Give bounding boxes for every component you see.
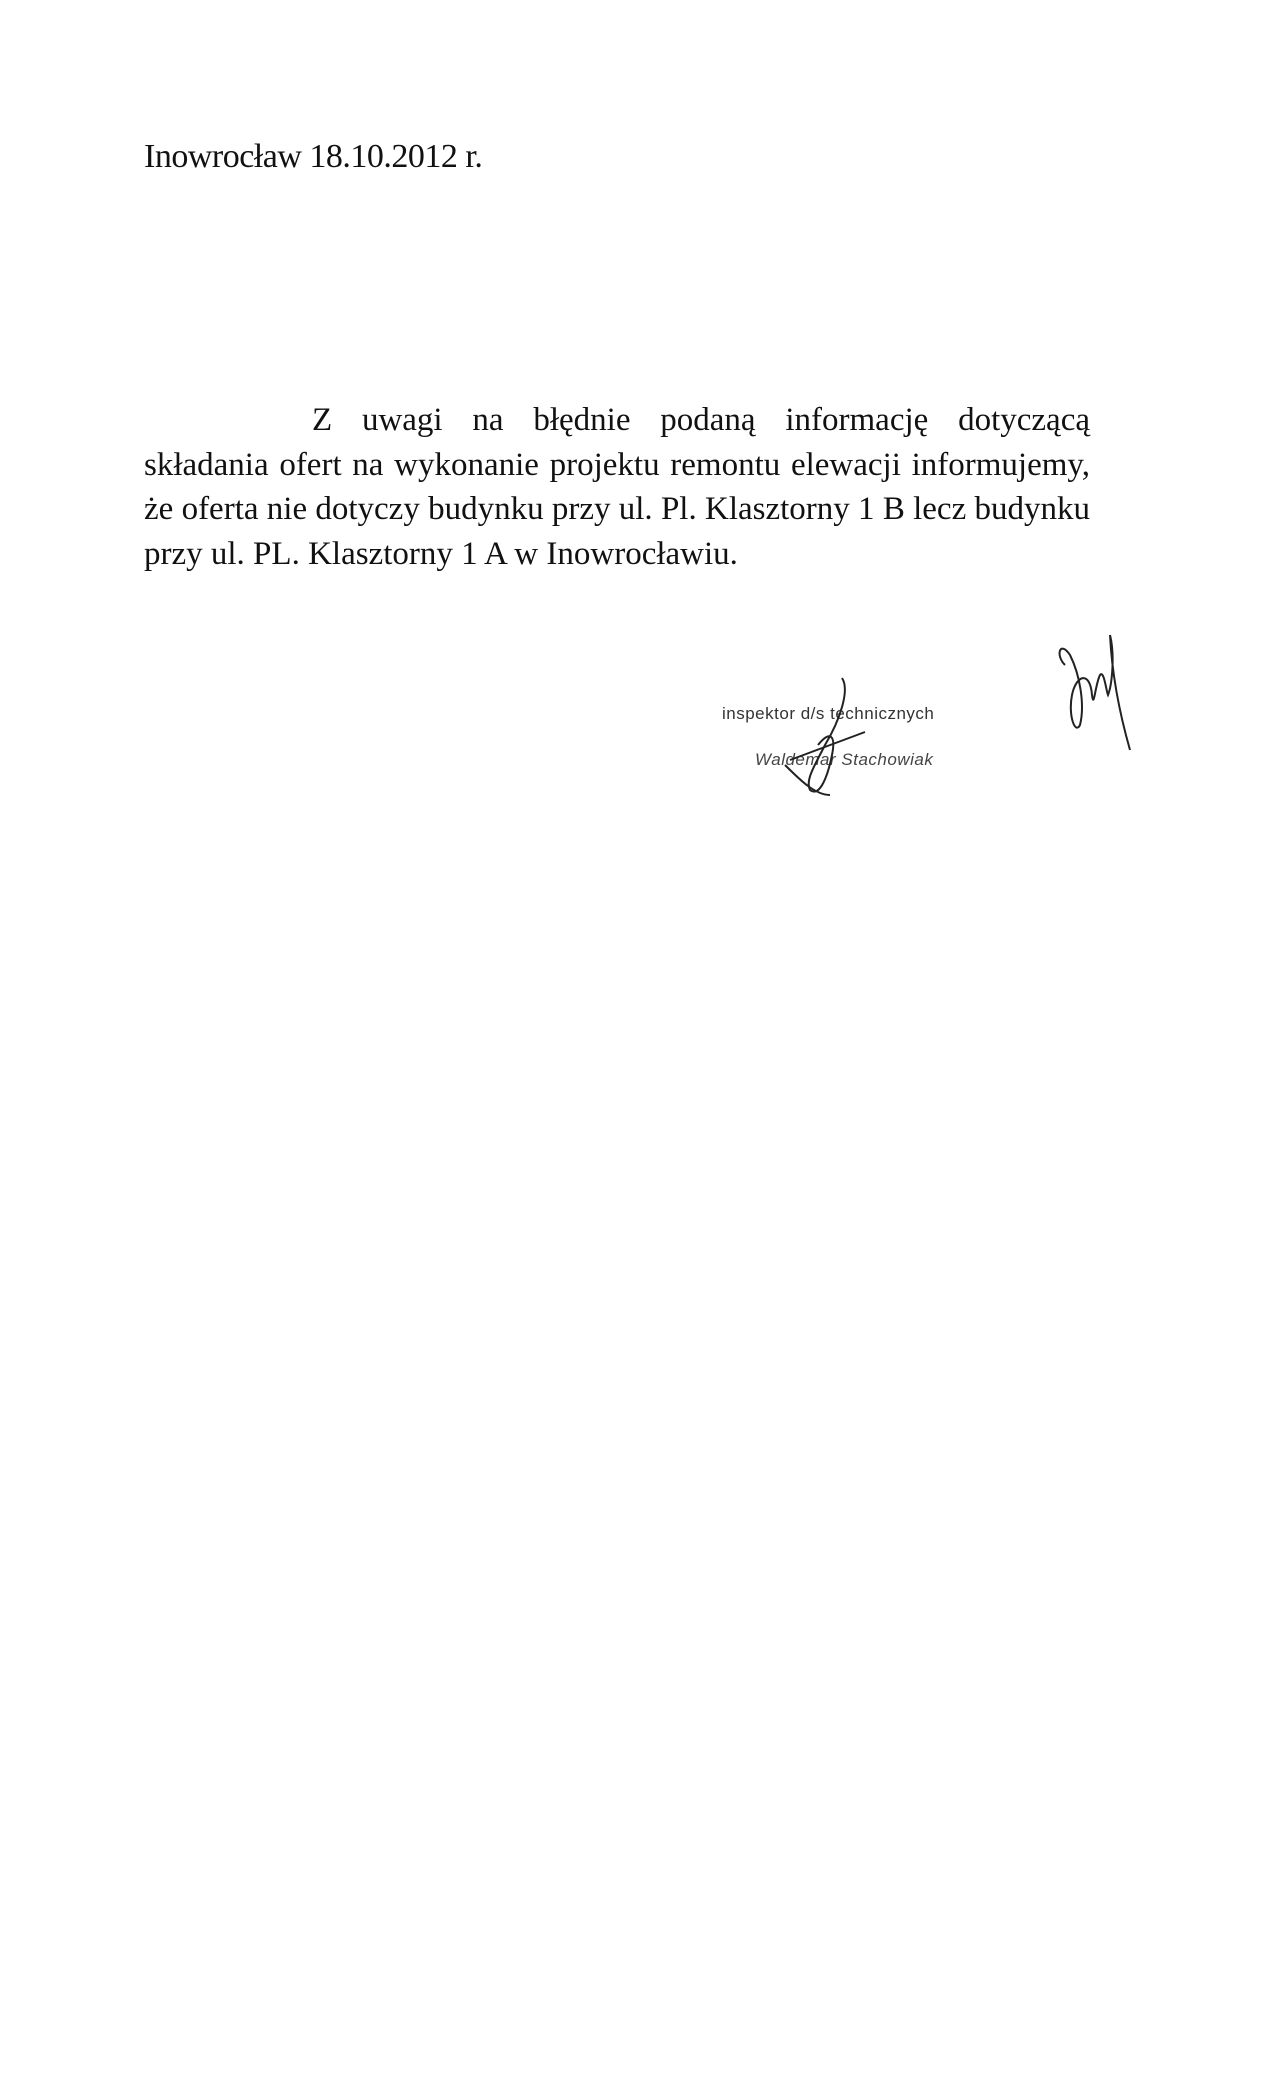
stamp-name: Waldemar Stachowiak — [755, 750, 934, 769]
place-date: Inowrocław 18.10.2012 r. — [144, 138, 483, 175]
stamp-title: inspektor d/s technicznych — [722, 704, 935, 723]
signature-inspector — [770, 670, 890, 800]
letter-body — [144, 398, 1090, 576]
letter-body-text: Z uwagi na błędnie podaną informację dotyczącą składania ofert na wykonanie projektu remontu elewacji informujemy, że oferta nie dotyczy budynku przy ul. Pl. Klasztorny 1 B lecz budynku przy ul. PL. Klasztorny 1 A w Inowrocławiu. — [144, 402, 1090, 572]
signature-second — [1040, 615, 1180, 755]
